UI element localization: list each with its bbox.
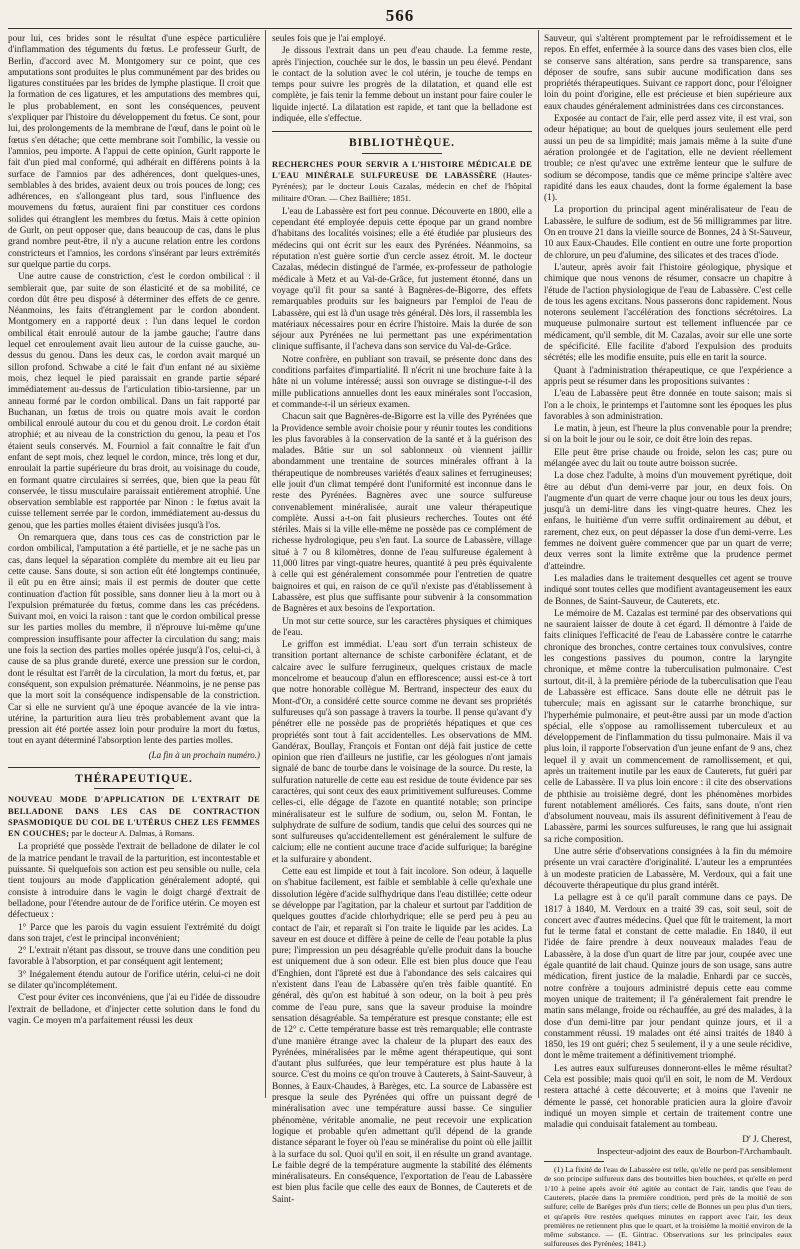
paragraph: 3° Inégalement étendu autour de l'orifice utérin, celui-ci ne doit se dilater qu'incomplétement. (8, 969, 260, 992)
section-underline (94, 788, 174, 789)
review-heading-caps: RECHERCHES POUR SERVIR A L'HISTOIRE MÉDICALE DE L'EAU MINÉRALE SULFUREUSE DE LABASSÈRE (272, 159, 532, 180)
continuation-note: (La fin à un prochain numéro.) (148, 749, 260, 760)
article-heading (8, 794, 260, 839)
paragraph: Un mot sur cette source, sur les caractères physiques et chimiques de l'eau. (272, 616, 532, 638)
review-heading-author: (Hautes-Pyrénées); par le docteur Louis Cazalas, médecin en chef de l'hôpital militaire d'Oran. — Chez Baillière; 1851. (272, 170, 532, 203)
paragraph: Les maladies dans le traitement desquelles cet agent se trouve indiqué sont toutes celles que modifient avantageusement les eaux de Bonnes, de Saint-Sauveur, de Cauterets, etc. (544, 573, 792, 607)
paragraph: Cette eau est limpide et tout à fait incolore. Son odeur, à laquelle on s'habitue facilement, est faible et semblable à celle qu'exhale une dissolution légère d'acide sulfhydrique dans l'eau distillée; cette odeur se développe par l'agitation, par la chaleur et surtout par l'addition de quelques gouttes d'acide chlorhydrique; elle se perd peu à peu au contact de l'air, et reparaît si l'on traite le liquide par les acides. La saveur en est douce et diffère à peine de celle de l'eau potable la plus pure; l'impression un peu désagréable qu'elle produit dans la bouche est uniquement due à son odeur. Elle est bien plus douce que l'eau d'Enghien, dont l'âpreté est due à l'abondance des sels calcaires qui n'existent dans l'eau de Labassère qu'en très faible quantité. En général, dès qu'on est habitué à son odeur, on la boit à peu près comme de l'eau pure, sans que la saveur produise la moindre sensation désagréable. Sa température est presque constante; elle est de 12° c. Cette température basse est très remarquable; elle contraste d'une manière étrange avec la chaleur de la plupart des eaux des Pyrénées, minéralisées par le même agent thérapeutique, qui sont d'autant plus sulfurées, que leur température est plus haute à la source. C'est du moins ce qu'on trouve à Cauterets, à Saint-Sauveur, à Bonnes, à Eaux-Chaudes, à Barèges, etc. La source de Labassère est presque la seule des Pyrénées qui offre un puissant degré de minéralisation avec une température aussi basse. Ce singulier phénomène, véritable anomalie, ne peut recevoir une explication logique et probable qu'en admettant qu'il dépend de la grande distance séparant le foyer où l'eau se minéralise du point où elle jaillit à la surface du sol. Quoi qu'il en soit, il en résulte un grand avantage. Le faible degré de la température augmente la stabilité des éléments minéralisateurs. En conséquence, l'exportation de l'eau de Labassère est bien plus facile que celle des eaux de Bonnes, de Cauterets et de Saint- (272, 867, 532, 1205)
review-heading (272, 159, 532, 204)
paragraph: Exposée au contact de l'air, elle perd assez vite, il est vrai, son odeur hépatique; au bout de quelques jours seulement elle perd aussi un peu de sa limpidité; mais jamais même à la suite d'une aération prolongée et de l'agitation, elle ne devient réellement trouble; ce n'est qu'avec une extrême lenteur que le sulfure de sodium se décompose, tandis que ce même principe s'altère avec rapidité dans les eaux chaudes, dont la forme également la base (1). (544, 114, 792, 204)
section-title-therapeutique: THÉRAPEUTIQUE. (8, 767, 260, 785)
paragraph: C'est pour éviter ces inconvéniens, que j'ai eu l'idée de dissoudre l'extrait de belladone, et d'injecter cette solution dans le fond du vagin. Ce moyen m'a parfaitement réussi les deux (8, 993, 260, 1026)
signature: D' J. Cherest, (742, 1134, 792, 1145)
paragraph: 1° Parce que les parois du vagin essuient l'extrémité du doigt dans son trajet, c'est le principal inconvénient; (8, 922, 260, 944)
paragraph: Chacun sait que Bagnères-de-Bigorre est la ville des Pyrénées que la Providence semble avoir choisie pour y réunir toutes les conditions les plus favorables à la conservation de la santé et à la guérison des malades. Bâtie sur un sol sablonneux où viennent jaillir abondamment une trentaine de sources minérales offrant à la thérapeutique de nombreuses variétés d'eaux salines et ferrugineuses; elle jouit d'un climat tempéré dont l'uniformité est inconnue dans le reste des Pyrénées. Bagnères avec une source sulfureuse convenablement minéralisée, aurait une valeur thérapeutique complète. Aussi a-t-on fait plusieurs recherches. Toutes ont été stériles. Mais si la ville elle-même ne possède pas ce complément de richesse hydrologique, peu s'en faut. La source de Labassère, village situé à 7 ou 8 kilomètres, donne de l'eau sulfureuse également à 11,000 litres par vingt-quatre heures, quantité à peu près équivalente à celle qui est généralement consommée pour l'entretien de quatre baignoires et qui, en raison de ce qu'il n'existe pas d'établissement à Labassère, est plus que suffisante pour subvenir à la consommation de Bagnères et aux besoins de l'exportation. (272, 412, 532, 615)
column-divider-1 (265, 30, 266, 1098)
section-underline (362, 153, 442, 154)
column-3 (544, 34, 793, 1249)
paragraph: Elle peut être prise chaude ou froide, selon les cas; pure ou mélangée avec du lait ou toute autre boisson sucrée. (544, 447, 792, 469)
paragraph: Je dissous l'extrait dans un peu d'eau chaude. La femme reste, après l'injection, couchée sur le dos, le bassin un peu élevé. Pendant le contact de la solution avec le col utérin, je touche de temps en temps pour suivre les progrès de la dilatation, et quand elle est complète, je fais tenir la femme debout un instant pour faire couler le liquide injecté. La dilatation est rapide, et tant que la belladone est indiquée, elle s'effectue. (272, 46, 532, 125)
footnote: (1) La fixité de l'eau de Labassère est telle, qu'elle ne perd pas sensiblement de son principe sulfureux dans des bouteilles bien bouchées, et qu'elle en perd 1/10 à peine après avoir été agitée au contact de l'air, tandis que l'eau de Cauterets, placée dans la première condition, perd près de la moitié de son sulfure; celle de Barèges près d'un tiers; celle de Bonnes un peu plus d'un tiers, et qu'après être restées quelques minutes en rapport avec l'air, les deux premières ne retiennent plus que le quart, et la troisième la moitié environ de la même substance. — (E. Gintrac. Observations sur les principales eaux sulfureuses des Pyrénées; 1841.) (544, 1165, 792, 1249)
paragraph: seules fois que je l'ai employé. (272, 34, 386, 44)
paragraph: Le matin, à jeun, est l'heure la plus convenable pour la prendre; si on la boit le jour ou le soir, ce doit être loin des repas. (544, 424, 792, 446)
header-rule (8, 28, 792, 29)
paragraph: Le griffon est immédiat. L'eau sort d'un terrain schisteux de transition portant alternance de schiste carbonifère éclatant, et de calcaire avec le sulfure ferrugineux, quelques cristaux de macle moncelrome et beaucoup d'alun en efflorescence; aussi est-ce à tort que notre honorable collègue M. Bertrand, inspecteur des eaux du Mont-d'Or, a considéré cette source comme ne devant ses propriétés sulfureuses qu'à son passage à travers la tourbe. Il pense qu'avant d'y pénétrer elle ne possède pas de propriétés hépatiques et que ces propriétés sont tout à fait accidentelles. Les observations de MM. Gandérax, Boullay, François et Fontan ont déjà fait justice de cette opinion que rien d'ailleurs ne justifie, car les géologues n'ont jamais signalé de banc de tourbe dans le voisinage de la source. Du reste, la sulfuration naturelle de cette eau est residue de toute évidence par ses caractères, qui sont ceux des eaux primitivement sulfureuses. Comme celles-ci, elle dégage de l'azote en quantité notable; son principe minéralisateur est le sulfure de sodium, ou, selon M. Fontan, le sulphydrate de sulfure de sodium, tandis que celui des sources qui ne sont sulfureuses qu'accidentellement est généralement le sulfure de calcium; elle ne contient aucune trace d'acide sulfurique; la barégine et la sulfuraire y abondent. (272, 640, 532, 865)
footnote-rule (544, 1161, 604, 1162)
paragraph: L'auteur, après avoir fait l'histoire géologique, physique et chimique que nous venons de résumer, consacre un chapitre à l'étude de l'action physiologique de l'eau de Labassère. C'est celle de tous les agens excitans. Nous passerons donc rapidement. Nous noterons seulement l'accélération des fonctions sécrétoires. La muqueuse pulmonaire surtout est tellement influencée par ce médicament, qu'il semble, dit M. Cazalas, avoir sur elle une sorte de spécificité. Elle facilite d'abord l'expulsion des produits sécrétés; elle les modifie ensuite, puis elle en tarit la source. (544, 262, 792, 364)
paragraph: Une autre série d'observations consignées à la fin du mémoire présente un vrai caractère d'originalité. L'auteur les a empruntées à un modeste praticien de Labassère, M. Verdoux, qui a fait une découverte thérapeutique du plus grand intérêt. (544, 847, 792, 891)
paragraph: Les autres eaux sulfureuses donneront-elles le même résultat? Cela est possible; mais quoi qu'il en soit, le nom de M. Verdoux restera attaché à cette découverte; et à moins que l'avenir ne démente le passé, cet honorable praticien aura la gloire d'avoir indiqué un moyen simple et certain de traitement contre une maladie qui conduisait fatalement au tombeau. (544, 1063, 792, 1131)
paragraph: 2° L'extrait n'étant pas dissout, se trouve dans une condition peu favorable à l'absorption, et par conséquent agit lentement; (8, 946, 260, 968)
article-heading-author: par le docteur A. Dalmas, à Romans. (69, 829, 195, 839)
signature-role: Inspecteur-adjoint des eaux de Bourbon-l'Archambault. (596, 1145, 792, 1156)
paragraph: pour lui, ces brides sont le résultat d'une espèce particulière d'inflammation des téguments du fœtus. Le professeur Gurlt, de Berlin, d'accord avec M. Montgomery sur ce point, que ces amputations sont produites le plus communément par des brides ou ligatures constituées par les brides de lymphe plastique. Il croit que la formation de ces ligatures, et les amputations des membres qui, le plus probablement, en sont les conséquences, peuvent s'expliquer par l'histoire du développement du fœtus. Ce sont, pour lui, des prolongements de la membrane de l'œuf, dans le point où le fœtus s'en détache; que cette membrane soit l'ombilic, la vessie ou l'amnios, peu importe. A l'appui de cette opinion, Gurlt rapporte le fait d'un pied mal conformé, qui adhérait en différens points à la surface de l'amnios par des adhérences, dont quelques-unes, semblables à des brides, avaient deux ou trois pouces de long; ces adhérences, en s'allongeant plus tard, sous l'influence des mouvemens du fœtus, auraient fini par constituer ces cordons solides qui étranglent les membres du fœtus. Mais à cette opinion de Gurlt, on peut opposer que, dans beaucoup de cas, dans le plus grand nombre peut-être, il n'y a aucune relation entre les cordons constricteurs et l'amnios, les cordons s'insérant par leurs extrémités sur quelque partie du corps. (8, 34, 260, 270)
page-number: 566 (385, 6, 415, 25)
paragraph: On remarquera que, dans tous ces cas de constriction par le cordon ombilical, l'amputation a été partielle, et je ne sache pas un cas, dans lequel la séparation complète du membre ait eu lieu par cette cause. Sans doute, si son action eût été longtemps continuée, il eût pu en être ainsi; mais il est permis de douter que cette continuation d'action fût possible, sans donner lieu à la mort ou à l'expulsion prématurée du fœtus, comme dans les cas précédens. Suivant moi, en voici la raison : tant que le cordon ombilical presse sur les parties molles du membre, il n'éprouve lui-même qu'une compression insuffisante pour affecter la circulation du sang; mais une fois la section des parties molles opérée jusqu'à l'os, celui-ci, à cause de sa plus grande dureté, exerce une pression sur le cordon, dont le résultat est l'arrêt de la circulation, la mort du fœtus, et, par conséquent, son expulsion prématurée. Néanmoins, je ne pense pas que la mort soit la conséquence indispensable de la constriction. Car si elle ne survient qu'à une époque avancée de la vie intra-utérine, la parturition aura lieu très probablement avant que la pression ait été portée assez loin pour produire la mort du fœtus, tout en ayant déterminé l'absorption lente des parties molles. (8, 533, 260, 747)
paragraph: L'eau de Labassère est fort peu connue. Découverte en 1800, elle a cependant été employée depuis cette époque par un grand nombre d'habitans des localités voisines; elle a été étudiée par plusieurs des médecins qui ont écrit sur les eaux des Pyrénées. Néanmoins, sa réputation n'est guère sortie d'un cercle assez étroit. M. le docteur Cazalas, médecin distingué de l'armée, ex-professeur de pathologie médicale à Metz et au Val-de-Grâce, fut justement étonné, dans un voyage qu'il fit pour sa santé à Bagnères-de-Bigorre, des effets remarquables produits sur les baigneurs par l'emploi de l'eau de Labassère, qui est là d'un usage très général. Dès lors, il rassembla les matériaux nécessaires pour en écrire l'histoire. Mais la durée de son séjour aux Pyrénées ne lui permettant pas une expérimentation clinique suffisante, il l'acheva dans son service du Val-de-Grâce. (272, 206, 532, 353)
paragraph: Notre confrère, en publiant son travail, se présente donc dans des conditions parfaites d'impartialité. Il n'écrit ni une brochure faite à la hâte ni un volume intéressé; aussi son ouvrage se distingue-t-il des mille publications annuelles dont les eaux minérales sont l'occasion, et commande-t-il un sérieux examen. (272, 354, 532, 410)
paragraph: La pellagre est à ce qu'il paraît commune dans ce pays. De 1817 à 1840, M. Verdoux en a traité 39 cas, soit seul, soit de concert avec d'autres médecins. Quel que fût le traitement, la mort fut le terme fatal et constant de cette maladie. En 1840, il eut l'idée de faire prendre à deux nouveaux malades l'eau de Labassère, à la dose d'un quart de litre par jour, coupée avec une égale quantité de lait chaud. Quinze jours de son usage, sans autre médication, firent justice de la maladie. Enhardi par ce succès, notre confrère a toujours administré depuis cette eau comme moyen unique de traitement; il l'a généralement fait prendre le matin sans mélange, froide ou réchauffée, au gré des malades, à la dose d'un demi-litre par jour pendant quinze jours, et il a constamment réussi. 19 malades ont été ainsi traités de 1840 à 1850, les 19 ont guéri; chez 5 seulement, il y a une seule récidive, dont le même traitement a définitivement triomphé. (544, 893, 792, 1062)
paragraph: La proportion du principal agent minéralisateur de l'eau de Labassère, le sulfure de sodium, est de 56 milligrammes par litre. On en trouve 21 dans la vieille source de Bonnes, 24 à St-Sauveur, 10 aux Eaux-Chaudes. Elle contient en outre une forte proportion de chlorure, un peu d'alumine, des silicates et des traces d'iode. (544, 205, 793, 261)
paragraph: La dose chez l'adulte, à moins d'un mouvement pyrétique, doit être au début d'un demi-verre par jour, en deux fois. On l'augmente d'un quart de verre chaque jour ou tous les deux jours, jusqu'à un demi-litre dans les vingt-quatre heures. Chez les enfans, le huitième d'un verre suffit ordinairement au début, et rarement, chez eux, on peut dépasser la dose d'un demi-verre. Les femmes ne doivent guère commencer que par un quart de verre; deux verres sont la limite extrême que la prudence permet d'atteindre. (544, 471, 792, 572)
paragraph: Sauveur, qui s'altèrent promptement par le refroidissement et le repos. En effet, enfermée à la source dans des vases bien clos, elle se conserve sans altération, sans perdre sa transparence, sans déposer de soufre, sans subir aucune modification dans ses propriétés thérapeutiques. Suivant ce rapport donc, pour l'éloigner loin du point d'origine, elle est précieuse et bien supérieure aux eaux chaudes généralement administrées dans ces circonstances. (544, 34, 792, 112)
paragraph: Le mémoire de M. Cazalas est terminé par des observations qui ne sauraient laisser de doute à cet égard. Il démontre à l'aide de faits cliniques l'efficacité de l'eau de Labassère contre le catarrhe chronique des bronches, contre certaines toux convulsives, contre les congestions passives du poumon, contre la laryngite chronique, et même contre la tuberculisation pulmonaire. C'est surtout, dit-il, à la première période de la tuberculisation que l'eau de Labassère est efficace. Sans doute elle ne détruit pas le tubercule; mais en agissant sur le catarrhe bronchique, sur l'hyperhémie pulmonaire, et peut-être aussi par un mode d'action spécial, elle s'oppose au ramollissement tuberculeux et au développement de l'inflammation du tissu pulmonaire. Mais il va plus loin, il rapporte l'observation d'un jeune enfant de 9 ans, chez lequel il y avait un commencement de ramollissement, et qui, après un traitement inutile par les eaux de Cauterets, fut guéri par celle de Labassère. Il va plus loin encore : il cite des observations de phthisie au troisième degré, dont les phénomènes morbides furent notablement améliorés. Ces faits, sans doute, n'ont rien d'absolument nouveau, mais ils assurent définitivement à l'eau de Labassère, parmi les sources sulfureuses, le rang que lui assignait sa riche composition. (544, 608, 792, 845)
column-2 (272, 34, 532, 1205)
paragraph: Quant à l'administration thérapeutique, ce que l'expérience a appris peut se résumer dans les propositions suivantes : (544, 365, 792, 387)
column-divider-2 (538, 30, 539, 1098)
paragraph: L'eau de Labassère peut être donnée en toute saison; mais si l'on a le choix, le printemps et l'automne sont les époques les plus favorables à son administration. (544, 389, 792, 422)
article-heading-caps: NOUVEAU MODE D'APPLICATION DE L'EXTRAIT DE BELLADONE DANS LES CAS DE CONTRACTION SPASMODIQUE DU COL DE L'UTÉRUS CHEZ LES FEMMES EN COUCHES; (8, 795, 260, 839)
paragraph: La propriété que possède l'extrait de belladone de dilater le col de la matrice pendant le travail de la parturition, est incontestable et puissante. Si quelquefois son action est peu sensible ou nulle, cela tient toujours au mode d'application généralement adopté, qui consiste à introduire dans le vagin le doigt chargé d'extrait de belladone, pour l'étendre autour de de l'orifice utérin. Ce moyen est défectueux : (8, 842, 260, 921)
section-title-bibliotheque: BIBLIOTHÈQUE. (272, 131, 532, 149)
paragraph: Une autre cause de constriction, c'est le cordon ombilical : il semblerait que, par suite de son élasticité et de sa mobilité, ce cordon dût être peu disposé à déterminer des effets de ce genre. Néanmoins, les faits d'étranglement par le cordon abondent. Montgomery en a rapporté deux : l'un dans lequel le cordon ombilical était enroulé autour de la jambe gauche; l'autre dans lequel cet enroulement avait lieu autour de la cuisse gauche, au-dessus du genou. Dans les deux cas, le cordon avait marqué un sillon profond. Schwabe a cité le fait d'un enfant né au sixième mois, chez lequel le pied paraissait en grande partie séparé immédiatement au-dessus de l'articulation tibio-tarsienne, par un anneau formé par le cordon ombilical. Dans un fait rapporté par Buchanan, un fœtus de trois ou quatre mois avait le cordon ombilical enroulé autour du cou et du genou droit. Le cordon était atrophié; et au niveau de la constriction du genou, la peau et l'os étaient seuls conservés. M. Fourniol a fait connaître le fait d'un enfant de sept mois, chez lequel le cordon, mince, très long et dur, enroulait la partie supérieure du bras droit, au voisinage du coude, en formant quatre circulaires si serrées, que, bien que la peau fût conservée, le tissu musculaire paraissait entièrement atrophié. Une observation semblable est rapportée par Ninon : le fœtus avait la cuisse tellement serrée par le cordon, immédiatement au-dessus du genou, que les parties molles étaient divisées jusqu'à l'os. (8, 272, 260, 531)
column-1 (8, 34, 260, 1096)
